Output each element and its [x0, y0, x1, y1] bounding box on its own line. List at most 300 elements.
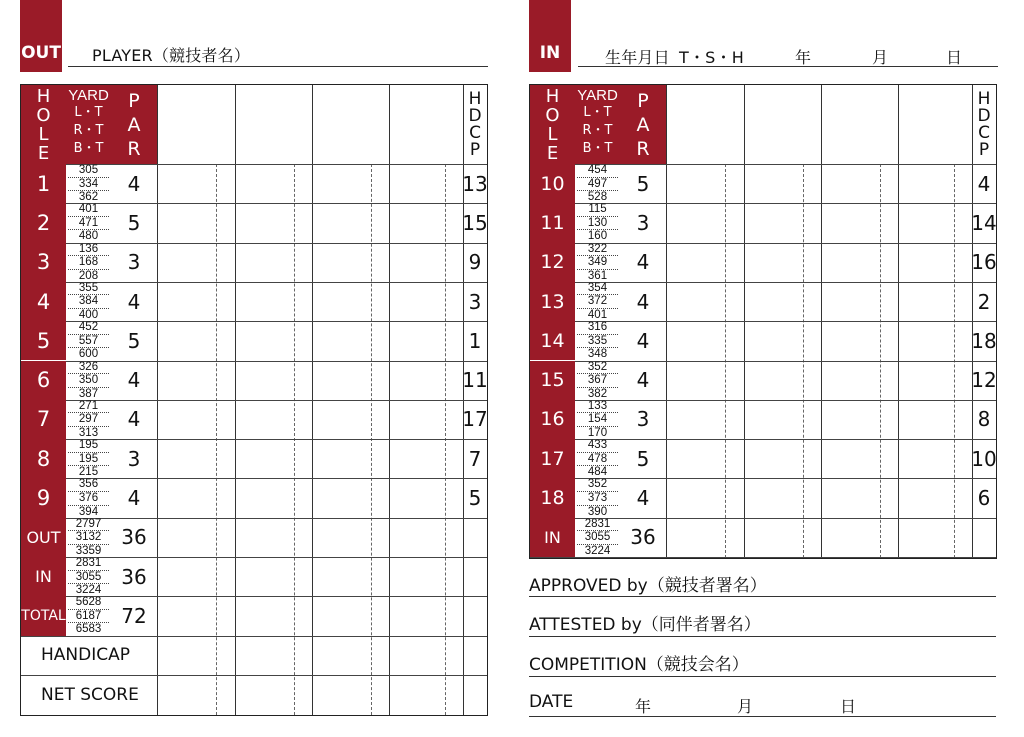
- yardage-cell: [68, 282, 109, 321]
- hole-header-letter: L: [38, 123, 49, 145]
- score-input-cell[interactable]: [390, 400, 462, 438]
- score-input-cell[interactable]: [158, 164, 234, 202]
- total-score-cell[interactable]: [390, 518, 462, 556]
- yard-tee-label: R・T: [73, 123, 104, 138]
- yard-tee-label: R・T: [582, 123, 613, 138]
- hdcp-value: 3: [468, 289, 482, 314]
- par-header-letter: A: [127, 113, 141, 136]
- total-yardage-value: 3359: [75, 544, 102, 557]
- yardage-cell: [68, 478, 109, 517]
- yardage-value: 454: [577, 164, 618, 178]
- yardage-cell: [577, 439, 618, 478]
- total-par-cell: [111, 518, 157, 557]
- yardage-value: 471: [68, 217, 109, 231]
- score-input-cell[interactable]: [313, 282, 388, 320]
- yardage-cell: [577, 164, 618, 203]
- score-input-cell[interactable]: [236, 203, 311, 241]
- par-cell: [620, 203, 666, 242]
- par-cell: [111, 361, 157, 400]
- net-score-cell[interactable]: [158, 675, 234, 713]
- score-input-cell[interactable]: [899, 400, 971, 438]
- date-day: 日: [840, 697, 857, 716]
- score-input-cell[interactable]: [236, 478, 311, 516]
- approved-line[interactable]: [529, 596, 996, 597]
- hdcp-cell: [972, 400, 996, 439]
- score-input-cell[interactable]: [899, 203, 971, 241]
- yardage-value: 334: [68, 178, 109, 192]
- par-header-letter: P: [128, 89, 140, 112]
- score-input-cell[interactable]: [745, 361, 820, 399]
- score-input-cell[interactable]: [158, 478, 234, 516]
- yardage-value: 195: [68, 453, 109, 467]
- yardage-value: 400: [78, 309, 99, 322]
- yardage-value: 354: [577, 282, 618, 296]
- total-score-cell[interactable]: [236, 518, 311, 556]
- score-input-cell[interactable]: [745, 203, 820, 241]
- score-input-cell[interactable]: [899, 439, 971, 477]
- par-header-letter: R: [636, 137, 650, 160]
- hdcp-value: 12: [971, 368, 997, 393]
- hdcp-cell: [463, 400, 487, 439]
- yardage-cell: [68, 164, 109, 203]
- total-label-cell: [21, 596, 66, 635]
- player-line[interactable]: [68, 66, 488, 67]
- par-cell: [111, 243, 157, 282]
- total-par-cell: [111, 557, 157, 596]
- score-input-cell[interactable]: [745, 164, 820, 202]
- score-input-cell[interactable]: [822, 282, 897, 320]
- date-line[interactable]: [529, 716, 996, 717]
- yard-tee-label: B・T: [73, 141, 104, 156]
- net-score-cell[interactable]: [390, 675, 462, 713]
- score-input-cell[interactable]: [745, 282, 820, 320]
- hdcp-value: 14: [971, 210, 997, 235]
- score-input-cell[interactable]: [667, 203, 743, 241]
- total-score-cell[interactable]: [158, 557, 234, 595]
- date-label: DATE: [529, 692, 574, 712]
- hdcp-header-letter: C: [469, 122, 481, 143]
- score-input-cell[interactable]: [313, 400, 388, 438]
- hdcp-cell: [972, 164, 996, 203]
- date-year: 年: [635, 697, 652, 716]
- handicap-score-cell[interactable]: [158, 636, 234, 674]
- score-input-cell[interactable]: [236, 321, 311, 359]
- handicap-label: HANDICAP: [21, 637, 157, 674]
- hdcp-value: 4: [977, 171, 991, 196]
- player-label: PLAYER（競技者名）: [92, 46, 251, 65]
- hole-number-cell: [530, 321, 575, 360]
- net-score-cell[interactable]: [236, 675, 311, 713]
- score-input-cell[interactable]: [236, 164, 311, 202]
- hdcp-cell: [972, 478, 996, 517]
- score-input-cell[interactable]: [313, 321, 388, 359]
- score-input-cell[interactable]: [390, 361, 462, 399]
- par-cell: [111, 164, 157, 203]
- score-input-cell[interactable]: [667, 164, 743, 202]
- hole-number: 11: [540, 211, 565, 234]
- total-score-cell[interactable]: [390, 596, 462, 634]
- score-input-cell[interactable]: [236, 361, 311, 399]
- score-input-cell[interactable]: [667, 243, 743, 281]
- yardage-value: 384: [68, 295, 109, 309]
- yardage-value: 484: [587, 466, 608, 479]
- total-yardage-value: 3224: [75, 584, 102, 597]
- score-input-cell[interactable]: [822, 439, 897, 477]
- in-tab: [529, 0, 571, 72]
- total-par-cell: [620, 518, 666, 557]
- score-input-cell[interactable]: [390, 439, 462, 477]
- hdcp-column-header: [463, 85, 487, 164]
- score-input-cell[interactable]: [158, 282, 234, 320]
- par-cell: [620, 243, 666, 282]
- hole-number: 8: [36, 446, 51, 471]
- score-input-cell[interactable]: [667, 439, 743, 477]
- yardage-value: 362: [78, 191, 99, 204]
- hdcp-value: 6: [977, 486, 991, 511]
- total-score-cell[interactable]: [158, 518, 234, 556]
- hole-number-cell: [530, 478, 575, 517]
- total-label-cell: [530, 518, 575, 557]
- hole-column-header: [530, 85, 575, 164]
- hdcp-header-letter: P: [978, 139, 990, 160]
- hdcp-header-letter: P: [469, 139, 481, 160]
- score-input-cell[interactable]: [822, 400, 897, 438]
- yardage-value: 349: [577, 256, 618, 270]
- par-value: 5: [636, 171, 650, 196]
- hole-header-letter: E: [37, 142, 50, 164]
- score-input-cell[interactable]: [822, 361, 897, 399]
- hole-number: 3: [36, 250, 51, 275]
- hdcp-cell: [972, 203, 996, 242]
- total-score-cell[interactable]: [745, 518, 820, 556]
- total-score-cell[interactable]: [236, 557, 311, 595]
- handicap-score-cell[interactable]: [313, 636, 388, 674]
- hole-number-cell: [21, 478, 66, 517]
- yardage-value: 350: [68, 374, 109, 388]
- date-month: 月: [737, 697, 754, 716]
- par-column-header: [620, 85, 666, 164]
- score-input-cell[interactable]: [158, 400, 234, 438]
- yardage-value: 372: [577, 295, 618, 309]
- yardage-value: 452: [68, 321, 109, 335]
- hdcp-cell: [463, 282, 487, 321]
- yardage-value: 478: [577, 453, 618, 467]
- score-input-cell[interactable]: [822, 478, 897, 516]
- net-score-cell[interactable]: [313, 675, 388, 713]
- hole-header-letter: H: [545, 85, 560, 107]
- hole-number: 6: [36, 368, 51, 393]
- score-input-cell[interactable]: [667, 361, 743, 399]
- total-score-cell[interactable]: [313, 557, 388, 595]
- total-par-value: 36: [121, 564, 147, 589]
- hole-header-letter: O: [545, 104, 560, 126]
- yard-title: YARD: [577, 87, 618, 104]
- par-value: 4: [636, 486, 650, 511]
- yardage-cell: [68, 400, 109, 439]
- hole-number-cell: [530, 439, 575, 478]
- yardage-value: 208: [78, 269, 99, 282]
- score-input-cell[interactable]: [236, 400, 311, 438]
- score-input-cell[interactable]: [822, 164, 897, 202]
- yardage-value: 387: [78, 387, 99, 400]
- score-input-cell[interactable]: [899, 321, 971, 359]
- par-cell: [111, 400, 157, 439]
- score-input-cell[interactable]: [899, 282, 971, 320]
- row-divider: [530, 557, 996, 558]
- score-input-cell[interactable]: [667, 400, 743, 438]
- attested-label: ATTESTED by（同伴者署名）: [529, 614, 761, 635]
- par-value: 4: [636, 289, 650, 314]
- yardage-value: 271: [68, 400, 109, 414]
- yardage-value: 348: [587, 348, 608, 361]
- yard-column-header: [575, 85, 620, 164]
- era-label: T・S・H: [679, 48, 744, 67]
- hole-column-header: [21, 85, 66, 164]
- par-cell: [620, 361, 666, 400]
- yardage-cell: [577, 282, 618, 321]
- hdcp-value: 10: [971, 446, 997, 471]
- yardage-value: 361: [587, 269, 608, 282]
- total-yardage-cell: [577, 518, 618, 557]
- yardage-value: 394: [78, 505, 99, 518]
- handicap-score-cell[interactable]: [390, 636, 462, 674]
- month-label: 月: [872, 48, 889, 67]
- hole-number: 16: [540, 408, 565, 431]
- score-input-cell[interactable]: [745, 321, 820, 359]
- score-input-cell[interactable]: [667, 321, 743, 359]
- yard-column-header: [66, 85, 111, 164]
- score-input-cell[interactable]: [158, 243, 234, 281]
- score-input-cell[interactable]: [390, 203, 462, 241]
- par-cell: [111, 478, 157, 517]
- score-input-cell[interactable]: [236, 439, 311, 477]
- yardage-value: 382: [587, 387, 608, 400]
- score-input-cell[interactable]: [313, 243, 388, 281]
- yardage-value: 160: [587, 230, 608, 243]
- total-score-cell[interactable]: [313, 596, 388, 634]
- par-cell: [111, 321, 157, 360]
- hole-number-cell: [530, 164, 575, 203]
- total-yardage-value: 3055: [68, 571, 109, 585]
- total-yardage-cell: [68, 518, 109, 557]
- par-value: 3: [127, 446, 141, 471]
- par-value: 3: [636, 407, 650, 432]
- hole-number: 2: [36, 210, 51, 235]
- par-cell: [620, 164, 666, 203]
- hole-number-cell: [21, 439, 66, 478]
- hole-number: 1: [36, 171, 51, 196]
- out-scorecard: [20, 84, 488, 716]
- hdcp-cell: [463, 203, 487, 242]
- par-cell: [620, 400, 666, 439]
- score-input-cell[interactable]: [745, 478, 820, 516]
- score-input-cell[interactable]: [158, 439, 234, 477]
- score-input-cell[interactable]: [745, 243, 820, 281]
- total-score-cell[interactable]: [158, 596, 234, 634]
- yardage-value: 136: [68, 243, 109, 257]
- total-score-cell[interactable]: [390, 557, 462, 595]
- total-score-cell[interactable]: [667, 518, 743, 556]
- hdcp-cell: [972, 282, 996, 321]
- yardage-cell: [68, 243, 109, 282]
- out-tab: [20, 34, 62, 72]
- total-score-cell[interactable]: [313, 518, 388, 556]
- score-input-cell[interactable]: [899, 164, 971, 202]
- birth-line[interactable]: [578, 66, 998, 67]
- total-yardage-value: 2797: [68, 518, 109, 532]
- hdcp-column-header: [972, 85, 996, 164]
- score-input-cell[interactable]: [667, 282, 743, 320]
- total-label-cell: [21, 557, 66, 596]
- yard-tee-label: L・T: [74, 105, 103, 120]
- yardage-cell: [577, 478, 618, 517]
- yardage-value: 401: [587, 309, 608, 322]
- par-cell: [620, 321, 666, 360]
- total-label-cell: [21, 518, 66, 557]
- competition-line[interactable]: [529, 676, 996, 677]
- score-input-cell[interactable]: [236, 243, 311, 281]
- yardage-cell: [68, 361, 109, 400]
- hole-number: 9: [36, 486, 51, 511]
- hole-number: 15: [540, 369, 565, 392]
- yardage-cell: [577, 321, 618, 360]
- score-input-cell[interactable]: [390, 243, 462, 281]
- score-input-cell[interactable]: [313, 361, 388, 399]
- yardage-cell: [577, 361, 618, 400]
- yardage-value: 557: [68, 335, 109, 349]
- total-par-value: 72: [121, 603, 147, 628]
- hdcp-value: 16: [971, 250, 997, 275]
- yardage-value: 401: [68, 203, 109, 217]
- year-label: 年: [795, 48, 812, 67]
- handicap-score-cell[interactable]: [236, 636, 311, 674]
- yardage-cell: [577, 203, 618, 242]
- par-column-header: [111, 85, 157, 164]
- yardage-value: 352: [577, 478, 618, 492]
- total-score-cell[interactable]: [899, 518, 971, 556]
- yardage-value: 297: [68, 413, 109, 427]
- score-input-cell[interactable]: [745, 400, 820, 438]
- score-input-cell[interactable]: [745, 439, 820, 477]
- hole-header-letter: O: [36, 104, 51, 126]
- par-cell: [111, 282, 157, 321]
- hdcp-cell: [463, 321, 487, 360]
- yardage-value: 480: [78, 230, 99, 243]
- out-tab-top: [20, 0, 62, 34]
- yardage-value: 497: [577, 178, 618, 192]
- score-input-cell[interactable]: [390, 282, 462, 320]
- par-value: 5: [127, 328, 141, 353]
- score-input-cell[interactable]: [313, 478, 388, 516]
- score-input-cell[interactable]: [899, 361, 971, 399]
- par-value: 3: [636, 210, 650, 235]
- score-input-cell[interactable]: [667, 478, 743, 516]
- total-score-cell[interactable]: [236, 596, 311, 634]
- total-yardage-value: 2831: [577, 518, 618, 532]
- par-cell: [620, 478, 666, 517]
- yardage-value: 352: [577, 361, 618, 375]
- par-cell: [620, 439, 666, 478]
- hdcp-value: 5: [468, 486, 482, 511]
- yardage-value: 355: [68, 282, 109, 296]
- hdcp-value: 1: [468, 328, 482, 353]
- yardage-cell: [68, 321, 109, 360]
- hole-header-letter: E: [546, 142, 559, 164]
- yardage-cell: [577, 243, 618, 282]
- hdcp-cell: [463, 243, 487, 282]
- yardage-cell: [577, 400, 618, 439]
- attested-line[interactable]: [529, 636, 996, 637]
- hole-number: 7: [36, 407, 51, 432]
- score-input-cell[interactable]: [390, 478, 462, 516]
- score-input-cell[interactable]: [822, 203, 897, 241]
- out-tab-label: OUT: [21, 43, 61, 63]
- yard-tee-label: L・T: [583, 105, 612, 120]
- net-score-label: NET SCORE: [21, 676, 157, 713]
- yardage-value: 215: [78, 466, 99, 479]
- score-input-cell[interactable]: [158, 361, 234, 399]
- score-input-cell[interactable]: [899, 478, 971, 516]
- yardage-value: 390: [587, 505, 608, 518]
- yardage-cell: [68, 439, 109, 478]
- hdcp-cell: [463, 361, 487, 400]
- score-input-cell[interactable]: [899, 243, 971, 281]
- score-input-cell[interactable]: [158, 203, 234, 241]
- yardage-value: 600: [78, 348, 99, 361]
- total-par-value: 36: [630, 525, 656, 550]
- score-input-cell[interactable]: [822, 243, 897, 281]
- score-input-cell[interactable]: [390, 164, 462, 202]
- hole-header-letter: L: [547, 123, 558, 145]
- total-yardage-value: 6187: [68, 610, 109, 624]
- total-yardage-value: 3132: [68, 531, 109, 545]
- total-label: OUT: [26, 527, 61, 547]
- score-input-cell[interactable]: [236, 282, 311, 320]
- hole-number: 4: [36, 289, 51, 314]
- score-input-cell[interactable]: [313, 164, 388, 202]
- hole-number-cell: [530, 203, 575, 242]
- yardage-value: 133: [577, 400, 618, 414]
- score-input-cell[interactable]: [158, 321, 234, 359]
- yardage-value: 433: [577, 439, 618, 453]
- hdcp-value: 9: [468, 250, 482, 275]
- hdcp-value: 17: [462, 407, 488, 432]
- score-input-cell[interactable]: [822, 321, 897, 359]
- hole-header-letter: H: [36, 85, 51, 107]
- score-input-cell[interactable]: [313, 439, 388, 477]
- birth-label: 生年月日: [605, 48, 670, 67]
- par-value: 4: [636, 328, 650, 353]
- hdcp-value: 2: [977, 289, 991, 314]
- yard-tee-label: B・T: [582, 141, 613, 156]
- yardage-value: 168: [68, 256, 109, 270]
- total-score-cell[interactable]: [822, 518, 897, 556]
- hole-number: 12: [540, 251, 565, 274]
- yardage-value: 316: [577, 321, 618, 335]
- yardage-value: 322: [577, 243, 618, 257]
- hdcp-value: 7: [468, 446, 482, 471]
- yardage-value: 170: [587, 426, 608, 439]
- in-scorecard: [529, 84, 997, 559]
- score-input-cell[interactable]: [390, 321, 462, 359]
- score-input-cell[interactable]: [313, 203, 388, 241]
- total-yardage-cell: [68, 596, 109, 635]
- yardage-value: 305: [68, 164, 109, 178]
- par-value: 4: [127, 486, 141, 511]
- par-cell: [111, 203, 157, 242]
- par-value: 4: [127, 368, 141, 393]
- hdcp-cell: [463, 164, 487, 203]
